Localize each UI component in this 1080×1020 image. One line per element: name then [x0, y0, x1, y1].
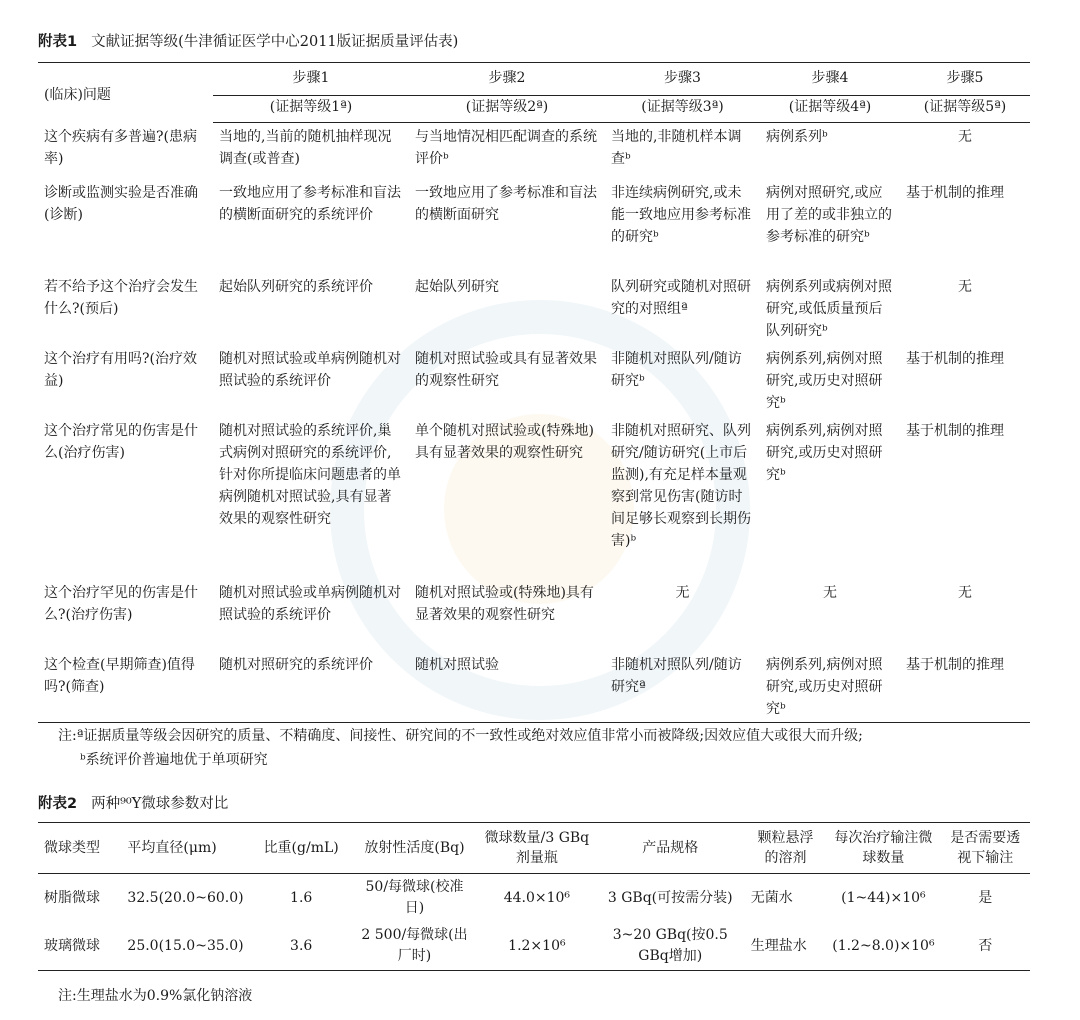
col-header: 每次治疗输注微球数量 [826, 823, 940, 874]
col-header: 平均直径(μm) [121, 823, 251, 874]
table-cell: 50/每微球(校准日) [365, 879, 464, 916]
level-2-header: (证据等级2ª) [409, 96, 605, 123]
table-cell: 当地的,非随机样本调查ᵇ [611, 129, 742, 167]
table-cell: 病例系列ᵇ [766, 129, 828, 145]
table-cell: 基于机制的推理 [906, 350, 1004, 367]
table-cell: 树脂微球 [44, 889, 100, 906]
table-cell: 无 [958, 584, 972, 601]
level-4-header: (证据等级4ª) [760, 96, 900, 123]
table-cell: 随机对照试验 [415, 656, 499, 673]
step-2-header: 步骤2 [488, 70, 526, 86]
col-header: 微球数量/3 GBq剂量瓶 [478, 823, 596, 874]
question-cell: 这个治疗有用吗?(治疗效益) [44, 350, 197, 389]
table-cell: 病例系列或病例对照研究,或低质量预后队列研究ᵇ [766, 278, 892, 339]
table-row [38, 874, 1030, 923]
question-cell: 这个检查(早期筛查)值得吗?(筛查) [44, 656, 195, 695]
table2-title: 两种⁹⁰Y微球参数对比 [91, 796, 229, 812]
table-row [38, 417, 1030, 579]
question-cell: 这个疾病有多普遍?(患病率) [44, 128, 197, 167]
table-cell: 起始队列研究的系统评价 [219, 278, 373, 295]
table-cell: 是 [978, 889, 993, 906]
table-cell: 1.6 [290, 889, 313, 906]
table2-label: 附表2 [38, 796, 78, 812]
question-cell: 若不给予这个治疗会发生什么?(预后) [44, 278, 198, 317]
step-1-header: 步骤1 [292, 70, 330, 86]
table-cell: 玻璃微球 [44, 937, 100, 954]
table-cell: 非随机对照队列/随访研究ᵇ [611, 350, 742, 389]
table-cell: 非随机对照队列/随访研究ª [611, 656, 742, 695]
table-cell: 当地的,当前的随机抽样现况调查(或普查) [219, 129, 392, 167]
question-cell: 这个治疗常见的伤害是什么(治疗伤害) [44, 422, 198, 461]
table1-label: 附表1 [38, 34, 78, 50]
step-5-header: 步骤5 [946, 70, 984, 86]
table-cell: 3 GBq(可按需分装) [607, 889, 733, 906]
col-header: 微球类型 [38, 823, 121, 874]
step-3-header: 步骤3 [664, 70, 701, 86]
table-cell: (1~44)×10⁶ [841, 889, 926, 906]
col-header: 颗粒悬浮的溶剂 [745, 823, 826, 874]
table-row [38, 273, 1030, 345]
table-cell: 2 500/每微球(出厂时) [361, 927, 468, 964]
level-5-header: (证据等级5ª) [900, 96, 1030, 123]
table-cell: 3~20 GBq(按0.5 GBq增加) [612, 927, 728, 964]
table-cell: 随机对照试验或(特殊地)具有显著效果的观察性研究 [415, 584, 594, 623]
table-cell: 病例系列,病例对照研究,或历史对照研究ᵇ [766, 656, 883, 717]
table-cell: 队列研究或随机对照研究的对照组ª [611, 278, 751, 317]
col-header: 比重(g/mL) [251, 823, 351, 874]
table-cell: 基于机制的推理 [906, 422, 1004, 439]
table-cell: 3.6 [290, 937, 313, 954]
table-row [38, 345, 1030, 417]
table-cell: 与当地情况相匹配调查的系统评价ᵇ [415, 129, 597, 167]
evidence-level-table [38, 62, 1030, 723]
table-cell: 随机对照试验或单病例随机对照试验的系统评价 [219, 350, 401, 389]
table-row [38, 651, 1030, 723]
table-cell: 单个随机对照试验或(特殊地)具有显著效果的观察性研究 [415, 422, 594, 461]
table-cell: 基于机制的推理 [906, 656, 1004, 673]
col-header: 产品规格 [596, 823, 745, 874]
table-cell: 病例系列,病例对照研究,或历史对照研究ᵇ [766, 350, 883, 411]
table1-note-line1: 注:ª证据质量等级会因研究的质量、不精确度、间接性、研究间的不一致性或绝对效应值非常小而被降级;因效应值大或很大而升级; [58, 728, 863, 744]
table-cell: 25.0(15.0~35.0) [127, 937, 244, 954]
table-cell: 1.2×10⁶ [508, 937, 566, 954]
table1-title: 文献证据等级(牛津循证医学中心2011版证据质量评估表) [91, 34, 459, 50]
table-cell: 32.5(20.0~60.0) [127, 889, 244, 906]
col-header: 放射性活度(Bq) [351, 823, 478, 874]
level-3-header: (证据等级3ª) [605, 96, 760, 123]
table-cell: 随机对照试验的系统评价,巢式病例对照研究的系统评价,针对你所提临床问题患者的单病例随机对照试验,具有显著效果的观察性研究 [219, 422, 401, 527]
table-row [38, 579, 1030, 651]
table-cell: (1.2~8.0)×10⁶ [832, 937, 935, 954]
table-row [38, 123, 1030, 179]
table-cell: 无 [823, 584, 837, 601]
table2-note: 注:生理盐水为0.9%氯化钠溶液 [58, 988, 253, 1004]
table-cell: 一致地应用了参考标准和盲法的横断面研究 [415, 184, 597, 223]
table-cell: 一致地应用了参考标准和盲法的横断面研究的系统评价 [219, 184, 401, 223]
table-cell: 无 [675, 584, 690, 601]
table-cell: 随机对照试验或单病例随机对照试验的系统评价 [219, 584, 401, 623]
table-cell: 无菌水 [750, 889, 793, 906]
table-cell: 无 [958, 129, 972, 145]
table-row [38, 922, 1030, 971]
question-cell: 诊断或监测实验是否准确(诊断) [44, 184, 198, 223]
level-1-header: (证据等级1ª) [213, 96, 409, 123]
question-header: (临床)问题 [44, 86, 111, 103]
table-cell: 否 [978, 937, 993, 954]
table-header-row [38, 823, 1030, 874]
table-cell: 病例系列,病例对照研究,或历史对照研究ᵇ [766, 422, 883, 483]
table-cell: 生理盐水 [750, 937, 807, 954]
table-row [38, 179, 1030, 273]
question-cell: 这个治疗罕见的伤害是什么?(治疗伤害) [44, 584, 198, 623]
table2-caption [38, 792, 228, 813]
table-cell: 非连续病例研究,或未能一致地应用参考标准的研究ᵇ [611, 184, 751, 245]
table1-note-line2: ᵇ系统评价普遍地优于单项研究 [80, 752, 268, 768]
table-cell: 起始队列研究 [415, 278, 499, 295]
col-header: 是否需要透视下输注 [941, 823, 1030, 874]
table1-caption [38, 30, 458, 51]
table-cell: 基于机制的推理 [906, 184, 1004, 201]
microsphere-comparison-table [38, 822, 1030, 971]
table-cell: 病例对照研究,或应用了差的或非独立的参考标准的研究ᵇ [766, 184, 892, 245]
table1-note [58, 724, 863, 772]
table-cell: 非随机对照研究、队列研究/随访研究(上市后监测),有充足样本量观察到常见伤害(随访时间足够长观察到长期伤害)ᵇ [611, 422, 751, 549]
table-cell: 无 [958, 278, 972, 295]
table-cell: 44.0×10⁶ [503, 889, 571, 906]
table-cell: 随机对照试验或具有显著效果的观察性研究 [415, 350, 597, 389]
step-4-header: 步骤4 [811, 70, 849, 86]
table-cell: 随机对照研究的系统评价 [219, 656, 373, 673]
